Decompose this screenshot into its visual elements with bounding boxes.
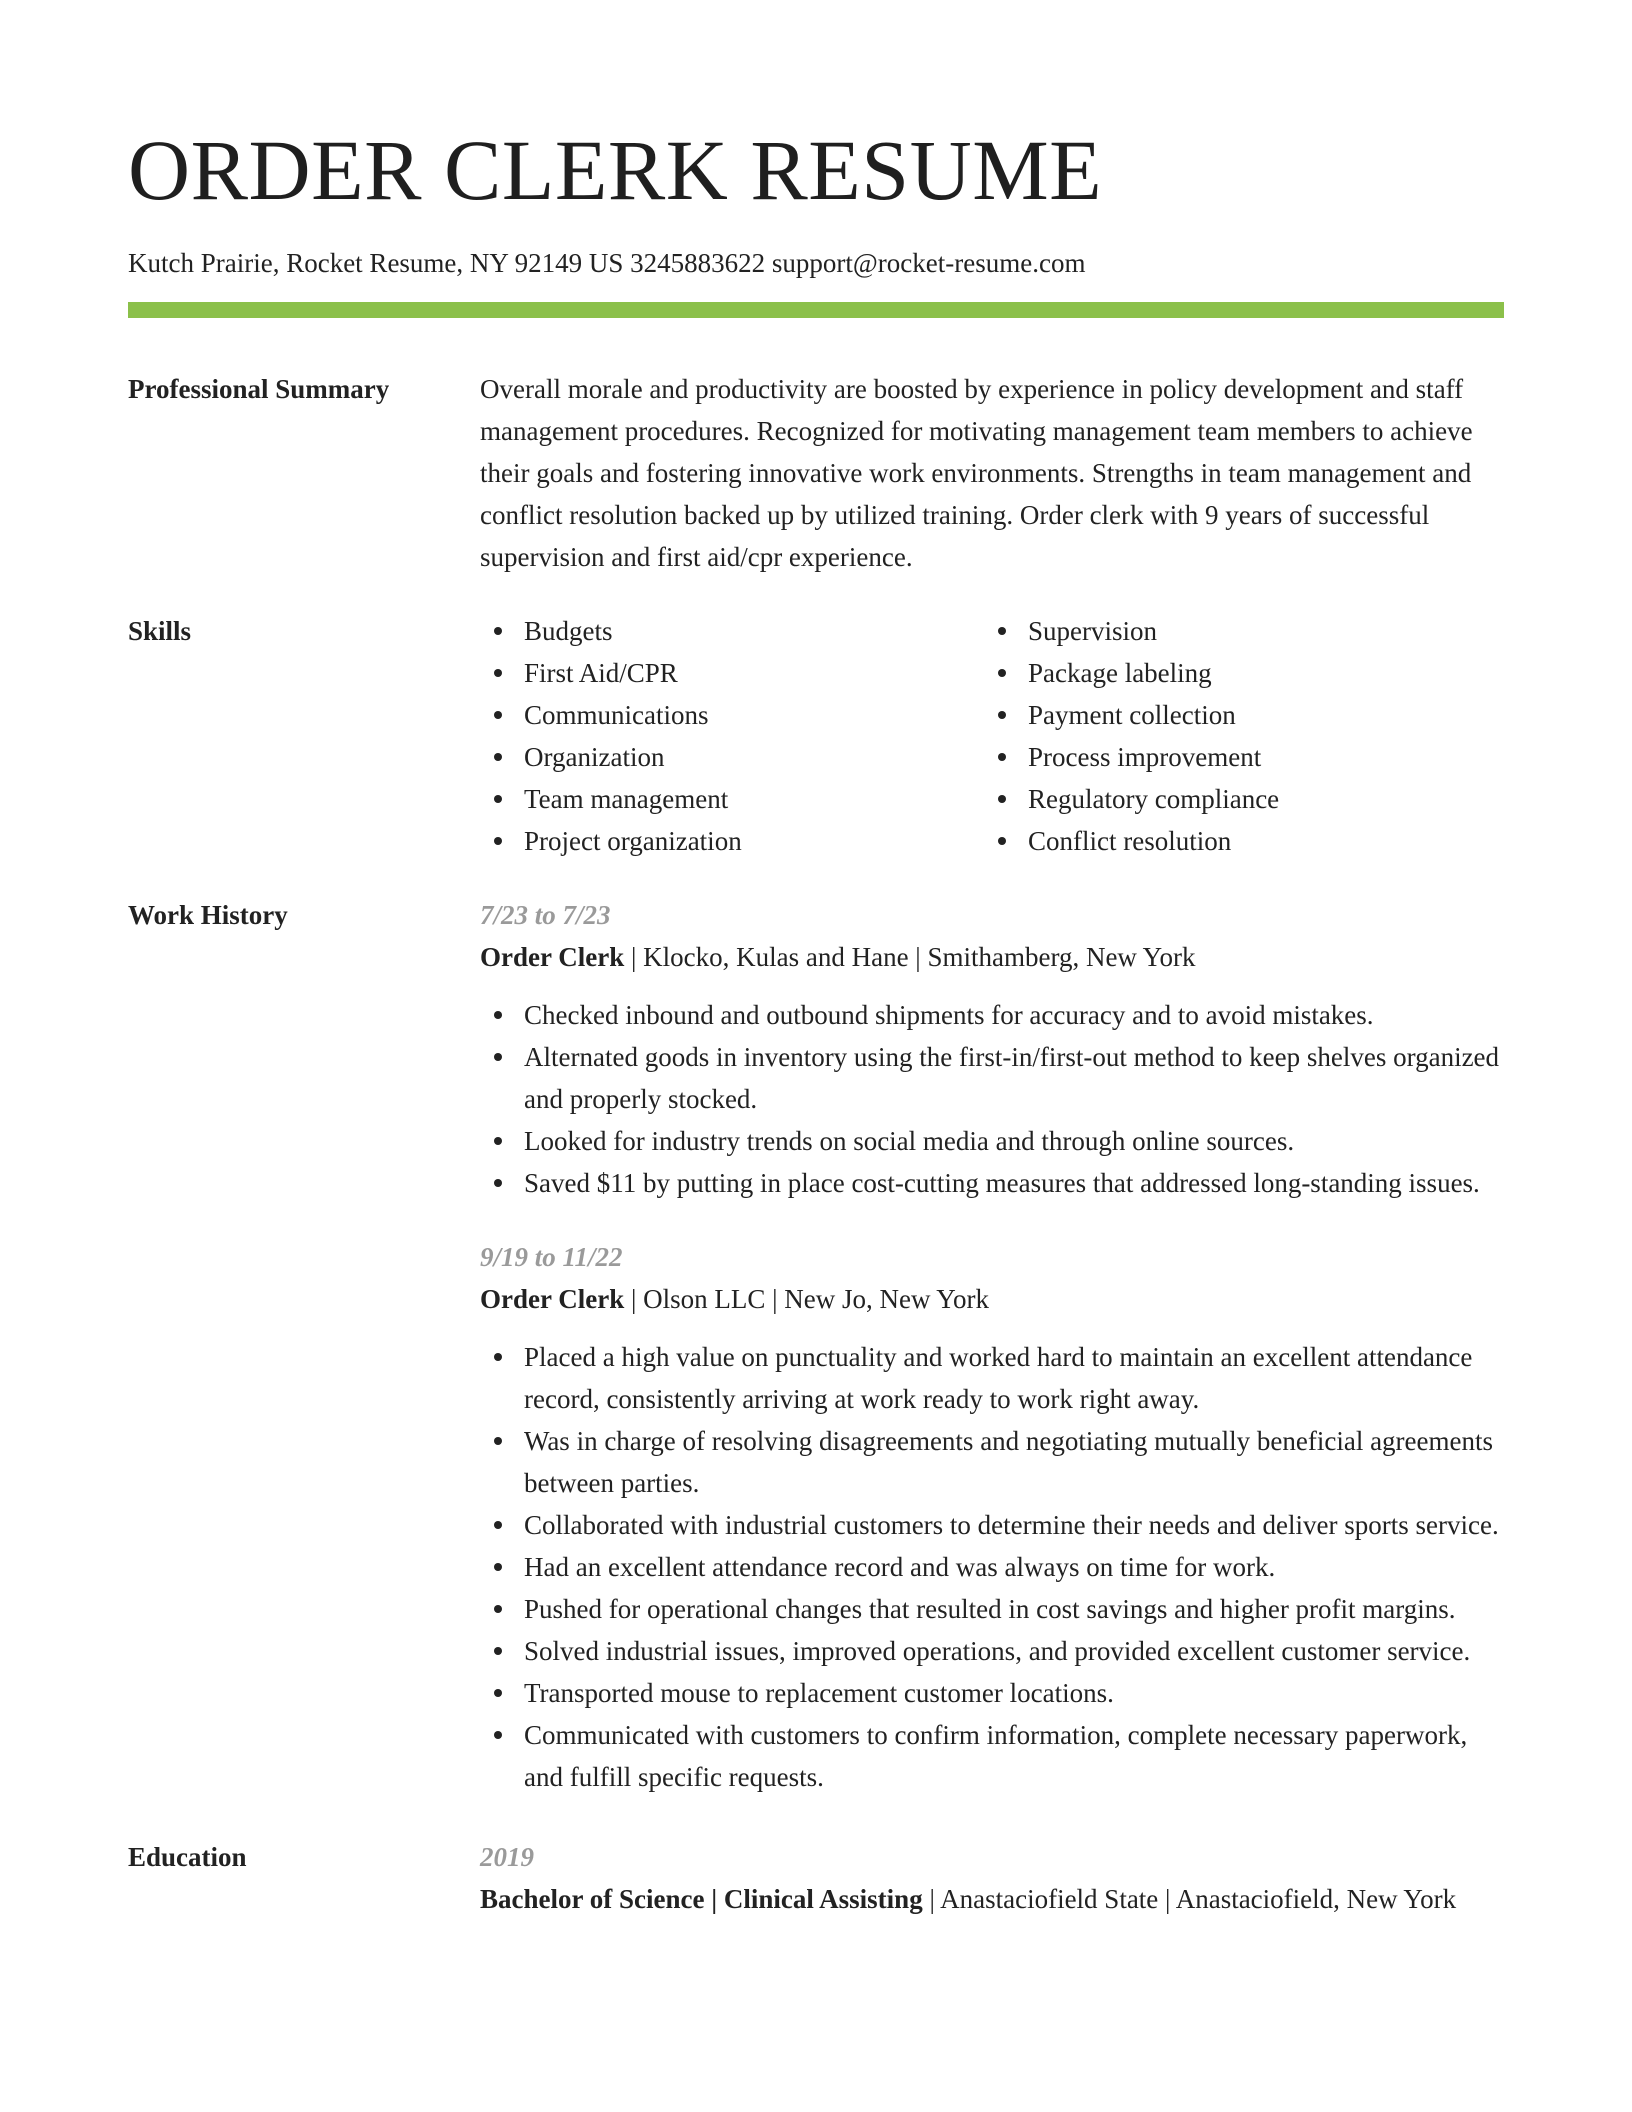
job-dates: 7/23 to 7/23 bbox=[480, 900, 611, 930]
education-entry bbox=[480, 1878, 1504, 1920]
job-bullet: Alternated goods in inventory using the first-in/first-out method to keep shelves organized and properly stocked. bbox=[480, 1036, 1504, 1120]
education-section bbox=[128, 1836, 1504, 1920]
skill-item: Organization bbox=[480, 736, 984, 778]
job-employer: | Klocko, Kulas and Hane | Smithamberg, New York bbox=[624, 942, 1196, 972]
job-bullet: Communicated with customers to confirm information, complete necessary paperwork, and fulfill specific requests. bbox=[480, 1714, 1504, 1798]
job-bullet: Transported mouse to replacement customer locations. bbox=[480, 1672, 1504, 1714]
job-employer: | Olson LLC | New Jo, New York bbox=[624, 1284, 990, 1314]
skills-list-right bbox=[984, 610, 1488, 862]
skill-item: Package labeling bbox=[984, 652, 1488, 694]
job-bullet: Had an excellent attendance record and was always on time for work. bbox=[480, 1546, 1504, 1588]
skill-item: Budgets bbox=[480, 610, 984, 652]
work-history-heading: Work History bbox=[128, 900, 288, 930]
skills-list-left bbox=[480, 610, 984, 862]
job-heading bbox=[480, 1278, 1504, 1320]
job-dates: 9/19 to 11/22 bbox=[480, 1242, 623, 1272]
job-bullet: Collaborated with industrial customers to determine their needs and deliver sports service. bbox=[480, 1504, 1504, 1546]
education-degree: Bachelor of Science | Clinical Assisting bbox=[480, 1884, 923, 1914]
contact-line: Kutch Prairie, Rocket Resume, NY 92149 US 3245883622 support@rocket-resume.com bbox=[128, 248, 1086, 278]
job-title: Order Clerk bbox=[480, 1284, 625, 1314]
skill-item: Regulatory compliance bbox=[984, 778, 1488, 820]
job-bullets bbox=[480, 994, 1504, 1204]
skills-heading: Skills bbox=[128, 616, 192, 646]
resume-title: ORDER CLERK RESUME bbox=[128, 122, 1103, 218]
job-bullet: Saved $11 by putting in place cost-cutting measures that addressed long-standing issues. bbox=[480, 1162, 1504, 1204]
skill-item: Team management bbox=[480, 778, 984, 820]
summary-section bbox=[128, 368, 1504, 578]
skill-item: Communications bbox=[480, 694, 984, 736]
job-bullet: Checked inbound and outbound shipments for accuracy and to avoid mistakes. bbox=[480, 994, 1504, 1036]
job-entry bbox=[480, 1236, 1504, 1798]
job-bullet: Was in charge of resolving disagreements and negotiating mutually beneficial agreements between parties. bbox=[480, 1420, 1504, 1504]
summary-heading: Professional Summary bbox=[128, 374, 390, 404]
skills-columns bbox=[480, 610, 1504, 862]
skills-section bbox=[128, 610, 1504, 862]
job-heading bbox=[480, 936, 1504, 978]
job-bullet: Placed a high value on punctuality and worked hard to maintain an excellent attendance record, consistently arriving at work ready to work right away. bbox=[480, 1336, 1504, 1420]
job-bullets bbox=[480, 1336, 1504, 1798]
job-bullet: Looked for industry trends on social media and through online sources. bbox=[480, 1120, 1504, 1162]
job-entry bbox=[480, 894, 1504, 1204]
header-divider bbox=[128, 302, 1504, 318]
skill-item: Supervision bbox=[984, 610, 1488, 652]
skill-item: Process improvement bbox=[984, 736, 1488, 778]
skill-item: Conflict resolution bbox=[984, 820, 1488, 862]
skill-item: Project organization bbox=[480, 820, 984, 862]
summary-text: Overall morale and productivity are boosted by experience in policy development and staff management procedures. Recognized for motivating management team members to achieve their goals and fostering innovative work environments. Strengths in team management and conflict resolution backed up by utilized training. Order clerk with 9 years of successful supervision and first aid/cpr experience. bbox=[480, 374, 1473, 572]
skill-item: First Aid/CPR bbox=[480, 652, 984, 694]
education-year: 2019 bbox=[480, 1842, 534, 1872]
job-title: Order Clerk bbox=[480, 942, 625, 972]
work-history-section bbox=[128, 894, 1504, 1798]
skill-item: Payment collection bbox=[984, 694, 1488, 736]
education-school: | Anastaciofield State | Anastaciofield, New York bbox=[922, 1884, 1457, 1914]
job-bullet: Solved industrial issues, improved operations, and provided excellent customer service. bbox=[480, 1630, 1504, 1672]
job-bullet: Pushed for operational changes that resulted in cost savings and higher profit margins. bbox=[480, 1588, 1504, 1630]
education-heading: Education bbox=[128, 1842, 247, 1872]
